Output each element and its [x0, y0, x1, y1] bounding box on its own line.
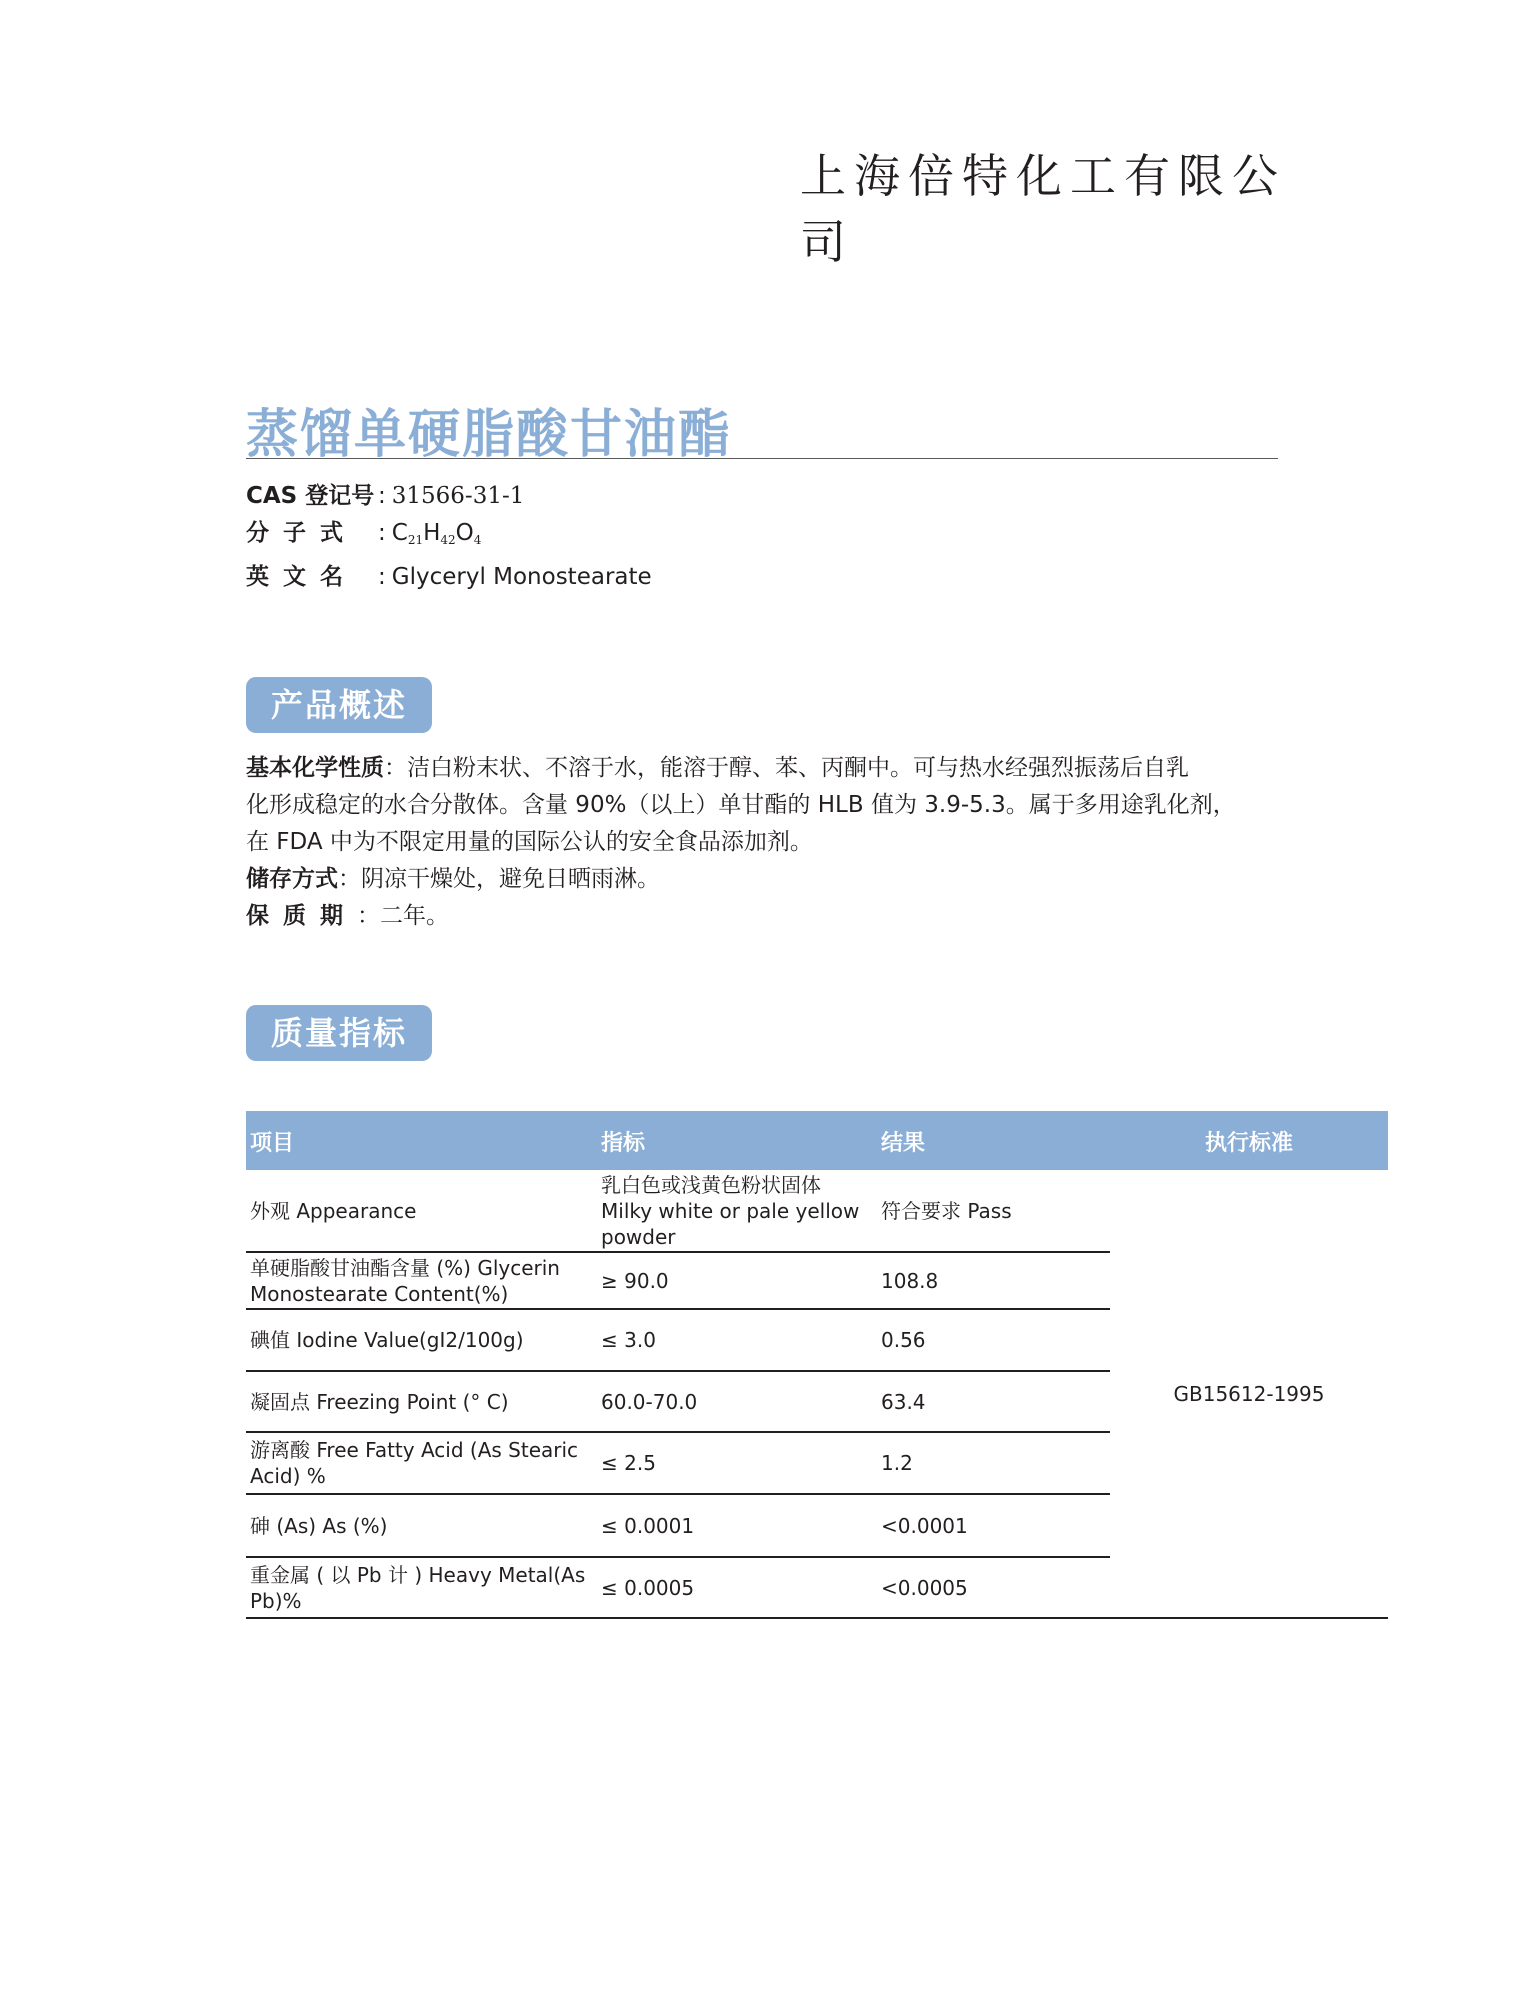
cas-label: CAS 登记号	[246, 483, 375, 509]
row-item: 碘值 Iodine Value(gI2/100g)	[246, 1309, 597, 1371]
storage-label: 储存方式	[246, 866, 338, 892]
product-meta	[246, 478, 652, 596]
english-name-label: 英文名	[246, 564, 357, 590]
row-item: 凝固点 Freezing Point (° C)	[246, 1371, 597, 1432]
quality-table	[246, 1111, 1388, 1619]
row-spec: ≤ 0.0005	[597, 1557, 877, 1618]
header-result: 结果	[877, 1111, 1110, 1170]
overview-section: 基本化学性质：洁白粉末状、不溶于水，能溶于醇、苯、丙酮中。可与热水经强烈振荡后自乳 化形成稳定的水合分散体。含量 90%（以上）单甘酯的 HLB 值为 3.9-5.3。属于多用途乳化剂， 在 FDA 中为不限定用量的国际公认的安全食品添加剂。 储存方式：阴凉干燥处，避免日晒雨淋。 保质期：二年。	[246, 750, 1286, 935]
props-line-2: 化形成稳定的水合分散体。含量 90%（以上）单甘酯的 HLB 值为 3.9-5.3。属于多用途乳化剂，	[246, 792, 1236, 818]
row-spec: ≤ 0.0001	[597, 1494, 877, 1557]
cas-row: CAS 登记号 : 31566-31-1	[246, 478, 652, 515]
header-standard: 执行标准	[1110, 1111, 1388, 1170]
row-item: 游离酸 Free Fatty Acid (As Stearic Acid) %	[246, 1432, 597, 1494]
quality-heading: 质量指标	[246, 1005, 432, 1061]
row-result: 1.2	[877, 1432, 1110, 1494]
row-result: 63.4	[877, 1371, 1110, 1432]
row-spec: 60.0-70.0	[597, 1371, 877, 1432]
row-spec: ≤ 2.5	[597, 1432, 877, 1494]
row-result: <0.0005	[877, 1557, 1110, 1618]
standard-cell: GB15612-1995	[1110, 1170, 1388, 1618]
props-line-3: 在 FDA 中为不限定用量的国际公认的安全食品添加剂。	[246, 829, 813, 855]
row-result: 符合要求 Pass	[877, 1170, 1110, 1252]
formula-label: 分子式	[246, 520, 357, 546]
row-spec: ≥ 90.0	[597, 1252, 877, 1309]
formula-value: $C_{21}H_{42}O_4$	[391, 520, 482, 547]
props-label: 基本化学性质	[246, 755, 384, 781]
formula-row: 分子式 : $C_{21}H_{42}O_4$	[246, 515, 652, 559]
table-header-row	[246, 1111, 1388, 1170]
title-divider	[246, 458, 1278, 459]
row-item: 重金属 ( 以 Pb 计 ) Heavy Metal(As Pb)%	[246, 1557, 597, 1618]
product-title: 蒸馏单硬脂酸甘油酯	[246, 405, 733, 465]
row-item: 单硬脂酸甘油酯含量 (%) Glycerin Monostearate Content(%)	[246, 1252, 597, 1309]
row-item: 砷 (As) As (%)	[246, 1494, 597, 1557]
row-result: <0.0001	[877, 1494, 1110, 1557]
english-name-value: Glyceryl Monostearate	[391, 564, 652, 590]
row-item: 外观 Appearance	[246, 1170, 597, 1252]
header-item: 项目	[246, 1111, 597, 1170]
row-spec: ≤ 3.0	[597, 1309, 877, 1371]
cas-value: 31566-31-1	[391, 483, 525, 509]
header-spec: 指标	[597, 1111, 877, 1170]
overview-heading: 产品概述	[246, 677, 432, 733]
row-result: 108.8	[877, 1252, 1110, 1309]
row-spec: 乳白色或浅黄色粉状固体 Milky white or pale yellow powder	[597, 1170, 877, 1252]
english-name-row: 英文名 : Glyceryl Monostearate	[246, 559, 652, 596]
table-row	[246, 1170, 1388, 1252]
shelf-life-label: 保质期	[246, 903, 357, 929]
storage-value: 阴凉干燥处，避免日晒雨淋。	[361, 866, 660, 892]
row-result: 0.56	[877, 1309, 1110, 1371]
company-name: 上海倍特化工有限公司	[800, 149, 1286, 269]
shelf-life-value: 二年。	[380, 903, 449, 929]
props-line-1: 洁白粉末状、不溶于水，能溶于醇、苯、丙酮中。可与热水经强烈振荡后自乳	[407, 755, 1189, 781]
